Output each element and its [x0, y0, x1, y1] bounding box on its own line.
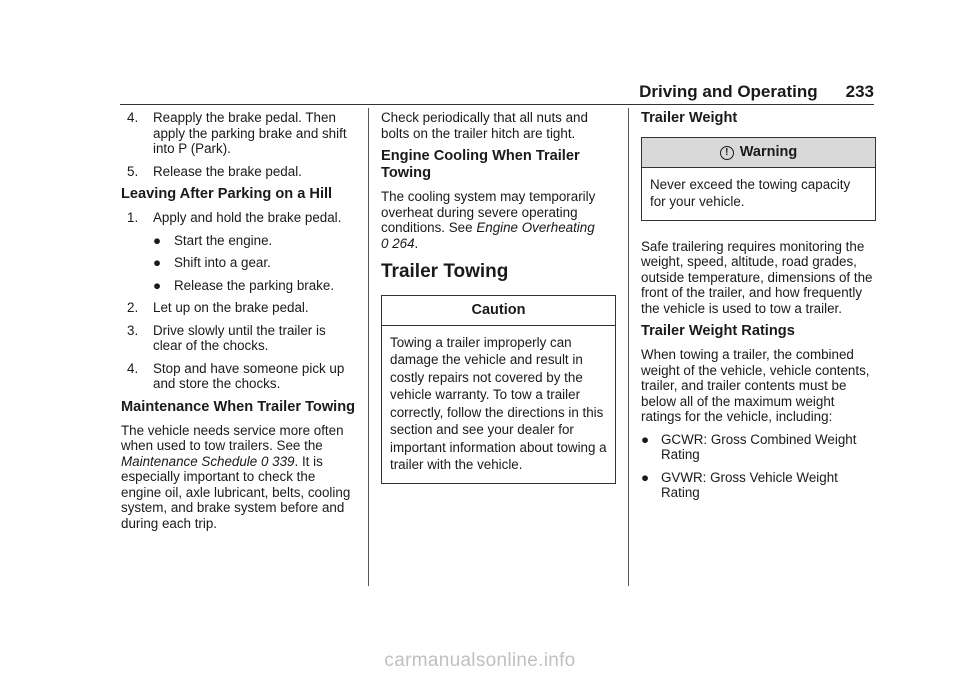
- section-heading: Trailer Weight Ratings: [641, 323, 795, 339]
- warning-title: Warning: [739, 144, 798, 160]
- section-title: Driving and Operating: [639, 82, 818, 101]
- column-3: [641, 110, 876, 508]
- list-item: 4. Stop and have someone pick up and store the chocks.: [127, 360, 345, 391]
- list-item: 4. Reapply the brake pedal. Then apply the parking brake and shift into P (Park).: [127, 110, 347, 156]
- watermark: carmanualsonline.info: [384, 650, 576, 671]
- bullet-item: ● GVWR: Gross Vehicle Weight Rating: [641, 469, 838, 500]
- paragraph: When towing a trailer, the combined weight of the vehicle, vehicle contents, trailer, and trailer contents must be below all of the maximum weight ratings for the vehicle, including:: [641, 347, 870, 424]
- bullet-item: ● Start the engine.: [153, 232, 273, 248]
- bullet-item: ● GCWR: Gross Combined Weight Rating: [641, 431, 857, 462]
- bullet-item: ● Release the parking brake.: [153, 277, 335, 293]
- header-rule: [120, 104, 874, 105]
- section-heading: Maintenance When Trailer Towing: [121, 398, 356, 415]
- section-heading: Leaving After Parking on a Hill: [121, 186, 333, 202]
- column-divider: [628, 108, 629, 586]
- column-1: [121, 110, 356, 538]
- warning-box: [641, 137, 876, 221]
- caution-text: Towing a trailer improperly can damage the vehicle and result in costly repairs not covered by the vehicle warranty. To tow a trailer correctly, follow the directions in this section and see your dealer for important information about towing a trailer with the vehicle.: [390, 334, 607, 472]
- list-item: 1. Apply and hold the brake pedal.: [127, 210, 342, 225]
- paragraph: Safe trailering requires monitoring the weight, speed, altitude, road grades, outside temperature, dimensions of the front of the trailer, and how frequently the vehicle is used to tow a trailer.: [641, 238, 873, 316]
- list-item: 2. Let up on the brake pedal.: [127, 300, 309, 315]
- column-2: [381, 110, 616, 496]
- cross-reference-link[interactable]: Maintenance Schedule 0 339: [121, 453, 295, 469]
- caution-box: [381, 295, 616, 484]
- page-number: 233: [845, 82, 874, 101]
- warning-header: [642, 138, 875, 168]
- section-heading: Engine Cooling When Trailer Towing: [381, 148, 580, 181]
- caution-title: Caution: [382, 296, 615, 326]
- bullet-item: ● Shift into a gear.: [153, 255, 271, 270]
- list-item: 5. Release the brake pedal.: [127, 163, 302, 179]
- page-ref-icon: 0: [260, 453, 269, 469]
- column-divider: [368, 108, 369, 586]
- warning-icon: !: [720, 146, 734, 160]
- paragraph: Check periodically that all nuts and bolts on the trailer hitch are tight.: [381, 110, 588, 141]
- paragraph: The vehicle needs service more often when used to tow trailers. See the Maintenance Schedule 0 339. It is especially important to check the engine oil, axle lubricant, belts, cooling system, and brake system before and during each trip.: [121, 422, 351, 531]
- paragraph: The cooling system may temporarily overheat during severe operating conditions. See Engine Overheating 0 264.: [381, 189, 596, 251]
- section-heading: Trailer Weight: [641, 110, 738, 126]
- page-header: [639, 82, 874, 102]
- list-item: 3. Drive slowly until the trailer is clear of the chocks.: [127, 322, 326, 353]
- page-ref-icon: 0: [381, 235, 389, 251]
- cross-reference-link[interactable]: Engine Overheating 0 264: [381, 220, 595, 251]
- section-heading-major: Trailer Towing: [381, 261, 509, 282]
- warning-text: Never exceed the towing capacity for your vehicle.: [650, 176, 851, 209]
